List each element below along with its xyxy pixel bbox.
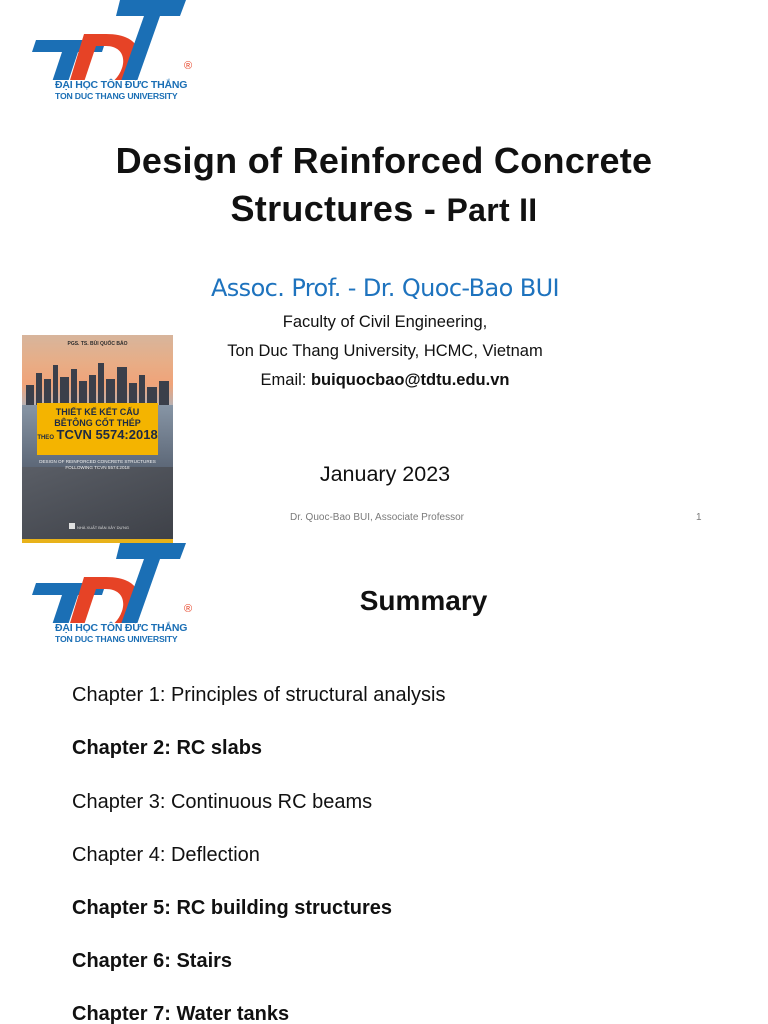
slide-title (0, 137, 768, 234)
title-part: Part II (446, 192, 538, 228)
book-author: PGS. TS. BÙI QUỐC BẢO (67, 341, 128, 347)
book-subtitle-1: DESIGN OF REINFORCED CONCRETE STRUCTURES (39, 459, 156, 464)
presentation-date: January 2023 (319, 462, 451, 486)
book-subtitle-2: FOLLOWING TCVN 5574:2018 (65, 465, 130, 470)
email-line (150, 371, 620, 390)
logo-text-vietnamese: ĐẠI HỌC TÔN ĐỨC THẮNG (55, 622, 188, 634)
title-line-2 (0, 185, 768, 234)
title-line-2-text: Structures - (230, 188, 447, 229)
chapter-item: Chapter 2: RC slabs (72, 737, 263, 759)
affiliation-line-2: Ton Duc Thang University, HCMC, Vietnam (227, 342, 543, 360)
university-logo (20, 0, 193, 106)
slide-footer: Dr. Quoc-Bao BUI, Associate Professor (290, 512, 464, 523)
author-name: Assoc. Prof. - Dr. Quoc-Bao BUI (210, 274, 560, 302)
book-title-theo: THEO (37, 435, 54, 441)
slide-number: 1 (696, 512, 702, 523)
title-line-1: Design of Reinforced Concrete (115, 140, 653, 181)
book-publisher: NHÀ XUẤT BẢN XÂY DỰNG (77, 525, 129, 530)
chapter-item: Chapter 5: RC building structures (72, 897, 393, 919)
book-title-line-2: BÊTÔNG CỐT THÉP (54, 418, 141, 428)
email-address[interactable]: buiquocbao@tdtu.edu.vn (310, 371, 510, 389)
chapter-item: Chapter 1: Principles of structural analysis (72, 684, 446, 706)
registered-mark: ® (184, 603, 193, 615)
summary-title: Summary (359, 585, 488, 616)
book-subtitle (32, 459, 163, 471)
publisher-logo-icon (69, 523, 75, 529)
email-label: Email: (260, 371, 311, 389)
registered-mark: ® (184, 60, 193, 72)
tdt-logo-mark-icon (20, 0, 193, 80)
chapter-item: Chapter 6: Stairs (72, 950, 233, 972)
book-title-line-3 (37, 427, 158, 443)
book-title-line-1: THIẾT KẾ KẾT CẤU (55, 407, 140, 417)
chapter-item: Chapter 3: Continuous RC beams (72, 791, 373, 813)
book-cover (22, 335, 173, 543)
summary-slide (0, 543, 768, 1024)
logo-text-english: TON DUC THANG UNIVERSITY (55, 91, 178, 101)
chapter-item: Chapter 7: Water tanks (72, 1003, 290, 1024)
book-title-box (37, 403, 158, 455)
affiliation-line-1: Faculty of Civil Engineering, (282, 313, 488, 331)
book-title-standard: TCVN 5574:2018 (56, 427, 158, 442)
chapter-item: Chapter 4: Deflection (72, 844, 260, 866)
tdt-logo-mark-icon (20, 543, 193, 623)
logo-text-vietnamese: ĐẠI HỌC TÔN ĐỨC THẮNG (55, 79, 188, 91)
logo-text-english: TON DUC THANG UNIVERSITY (55, 634, 178, 644)
university-logo (20, 543, 193, 649)
